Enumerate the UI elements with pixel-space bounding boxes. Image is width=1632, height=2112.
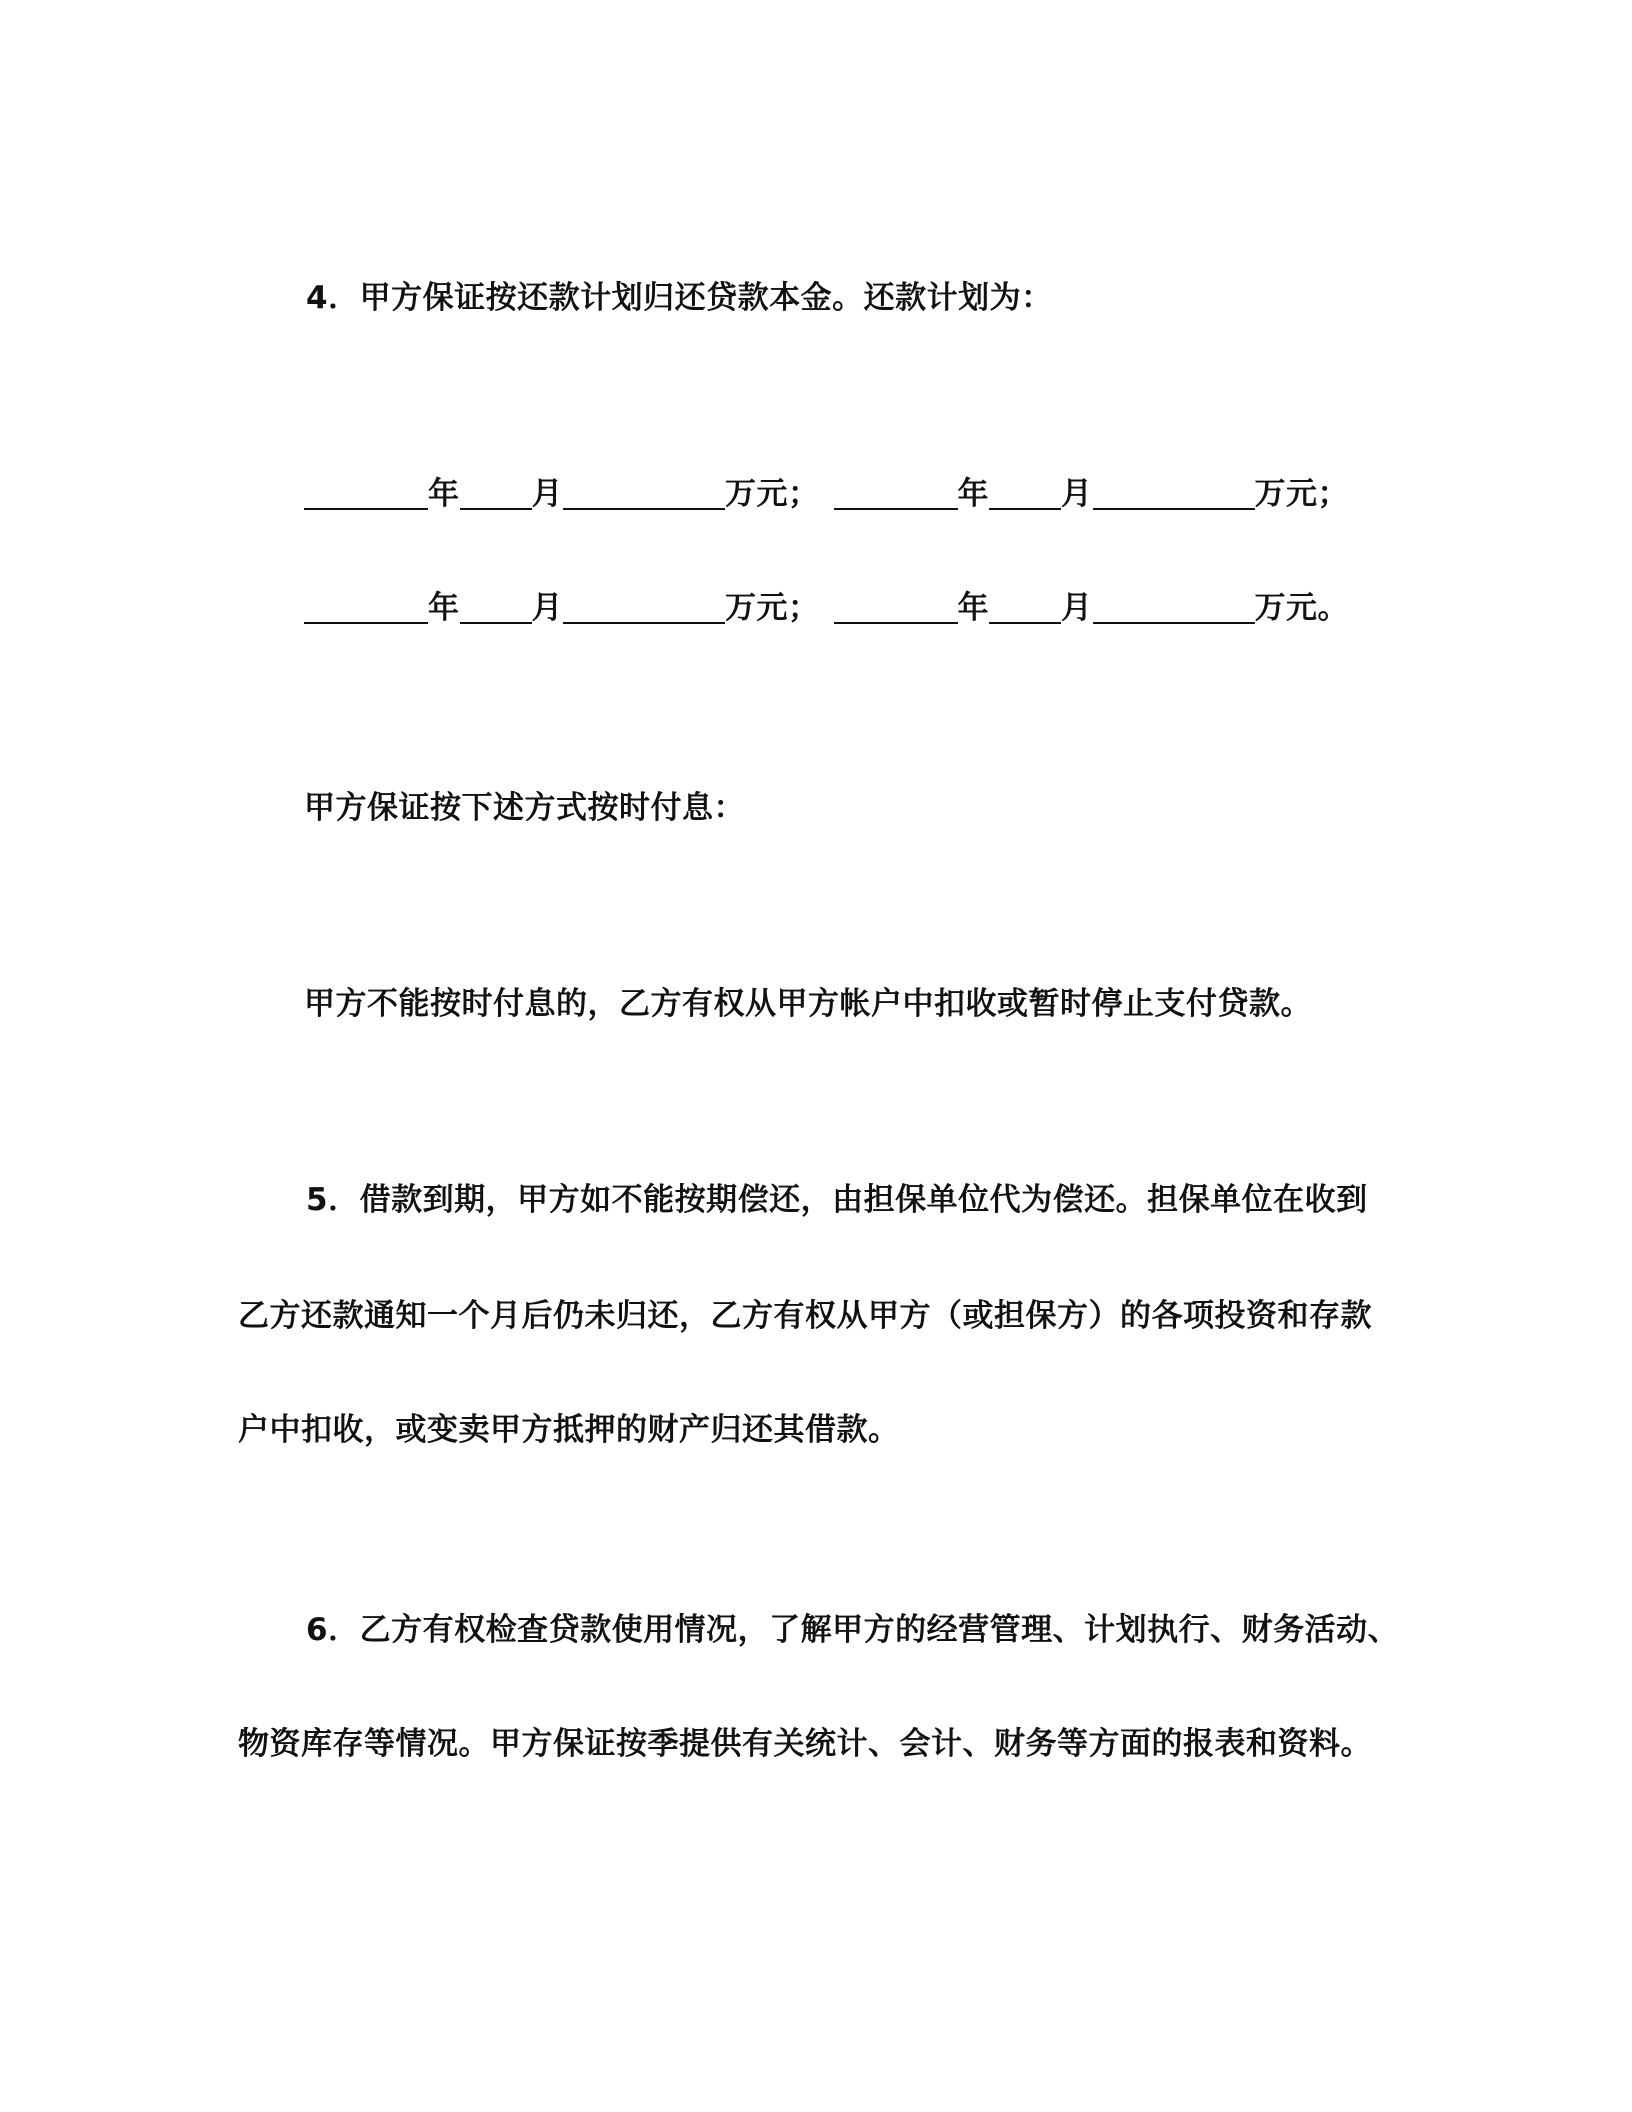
repayment-schedule-row-2 xyxy=(304,588,1349,628)
amount-blank[interactable] xyxy=(563,478,725,510)
month-label: 月 xyxy=(531,476,563,512)
late-interest-line: 甲方不能按时付息的，乙方有权从甲方帐户中扣收或暂时停止支付贷款。 xyxy=(304,986,1312,1022)
amount-blank[interactable] xyxy=(1093,592,1255,624)
month-blank[interactable] xyxy=(989,592,1061,624)
amount-blank[interactable] xyxy=(563,592,725,624)
year-blank[interactable] xyxy=(834,478,958,510)
amount-label: 万元； xyxy=(1254,476,1349,512)
year-blank[interactable] xyxy=(304,592,428,624)
month-blank[interactable] xyxy=(989,478,1061,510)
interest-payment-line: 甲方保证按下述方式按时付息： xyxy=(304,790,745,826)
amount-label: 万元； xyxy=(725,476,820,512)
clause6-line-1: 6．乙方有权检查贷款使用情况，了解甲方的经营管理、计划执行、财务活动、 xyxy=(306,1612,1400,1648)
amount-label: 万元； xyxy=(725,590,820,626)
clause5-line-1: 5．借款到期，甲方如不能按期偿还，由担保单位代为偿还。担保单位在收到 xyxy=(306,1182,1368,1218)
year-label: 年 xyxy=(957,476,989,512)
clause5-line-3: 户中扣收，或变卖甲方抵押的财产归还其借款。 xyxy=(238,1412,900,1448)
year-label: 年 xyxy=(957,590,989,626)
month-blank[interactable] xyxy=(460,592,532,624)
year-label: 年 xyxy=(428,590,460,626)
repayment-schedule-row-1 xyxy=(304,474,1349,514)
month-blank[interactable] xyxy=(460,478,532,510)
clause4-heading: 4．甲方保证按还款计划归还贷款本金。还款计划为： xyxy=(306,280,1053,316)
month-label: 月 xyxy=(1061,476,1093,512)
year-blank[interactable] xyxy=(304,478,428,510)
amount-label: 万元。 xyxy=(1254,590,1349,626)
year-label: 年 xyxy=(428,476,460,512)
year-blank[interactable] xyxy=(834,592,958,624)
clause5-line-2: 乙方还款通知一个月后仍未归还，乙方有权从甲方（或担保方）的各项投资和存款 xyxy=(238,1298,1372,1334)
month-label: 月 xyxy=(531,590,563,626)
amount-blank[interactable] xyxy=(1093,478,1255,510)
month-label: 月 xyxy=(1061,590,1093,626)
clause6-line-2: 物资库存等情况。甲方保证按季提供有关统计、会计、财务等方面的报表和资料。 xyxy=(238,1726,1372,1762)
